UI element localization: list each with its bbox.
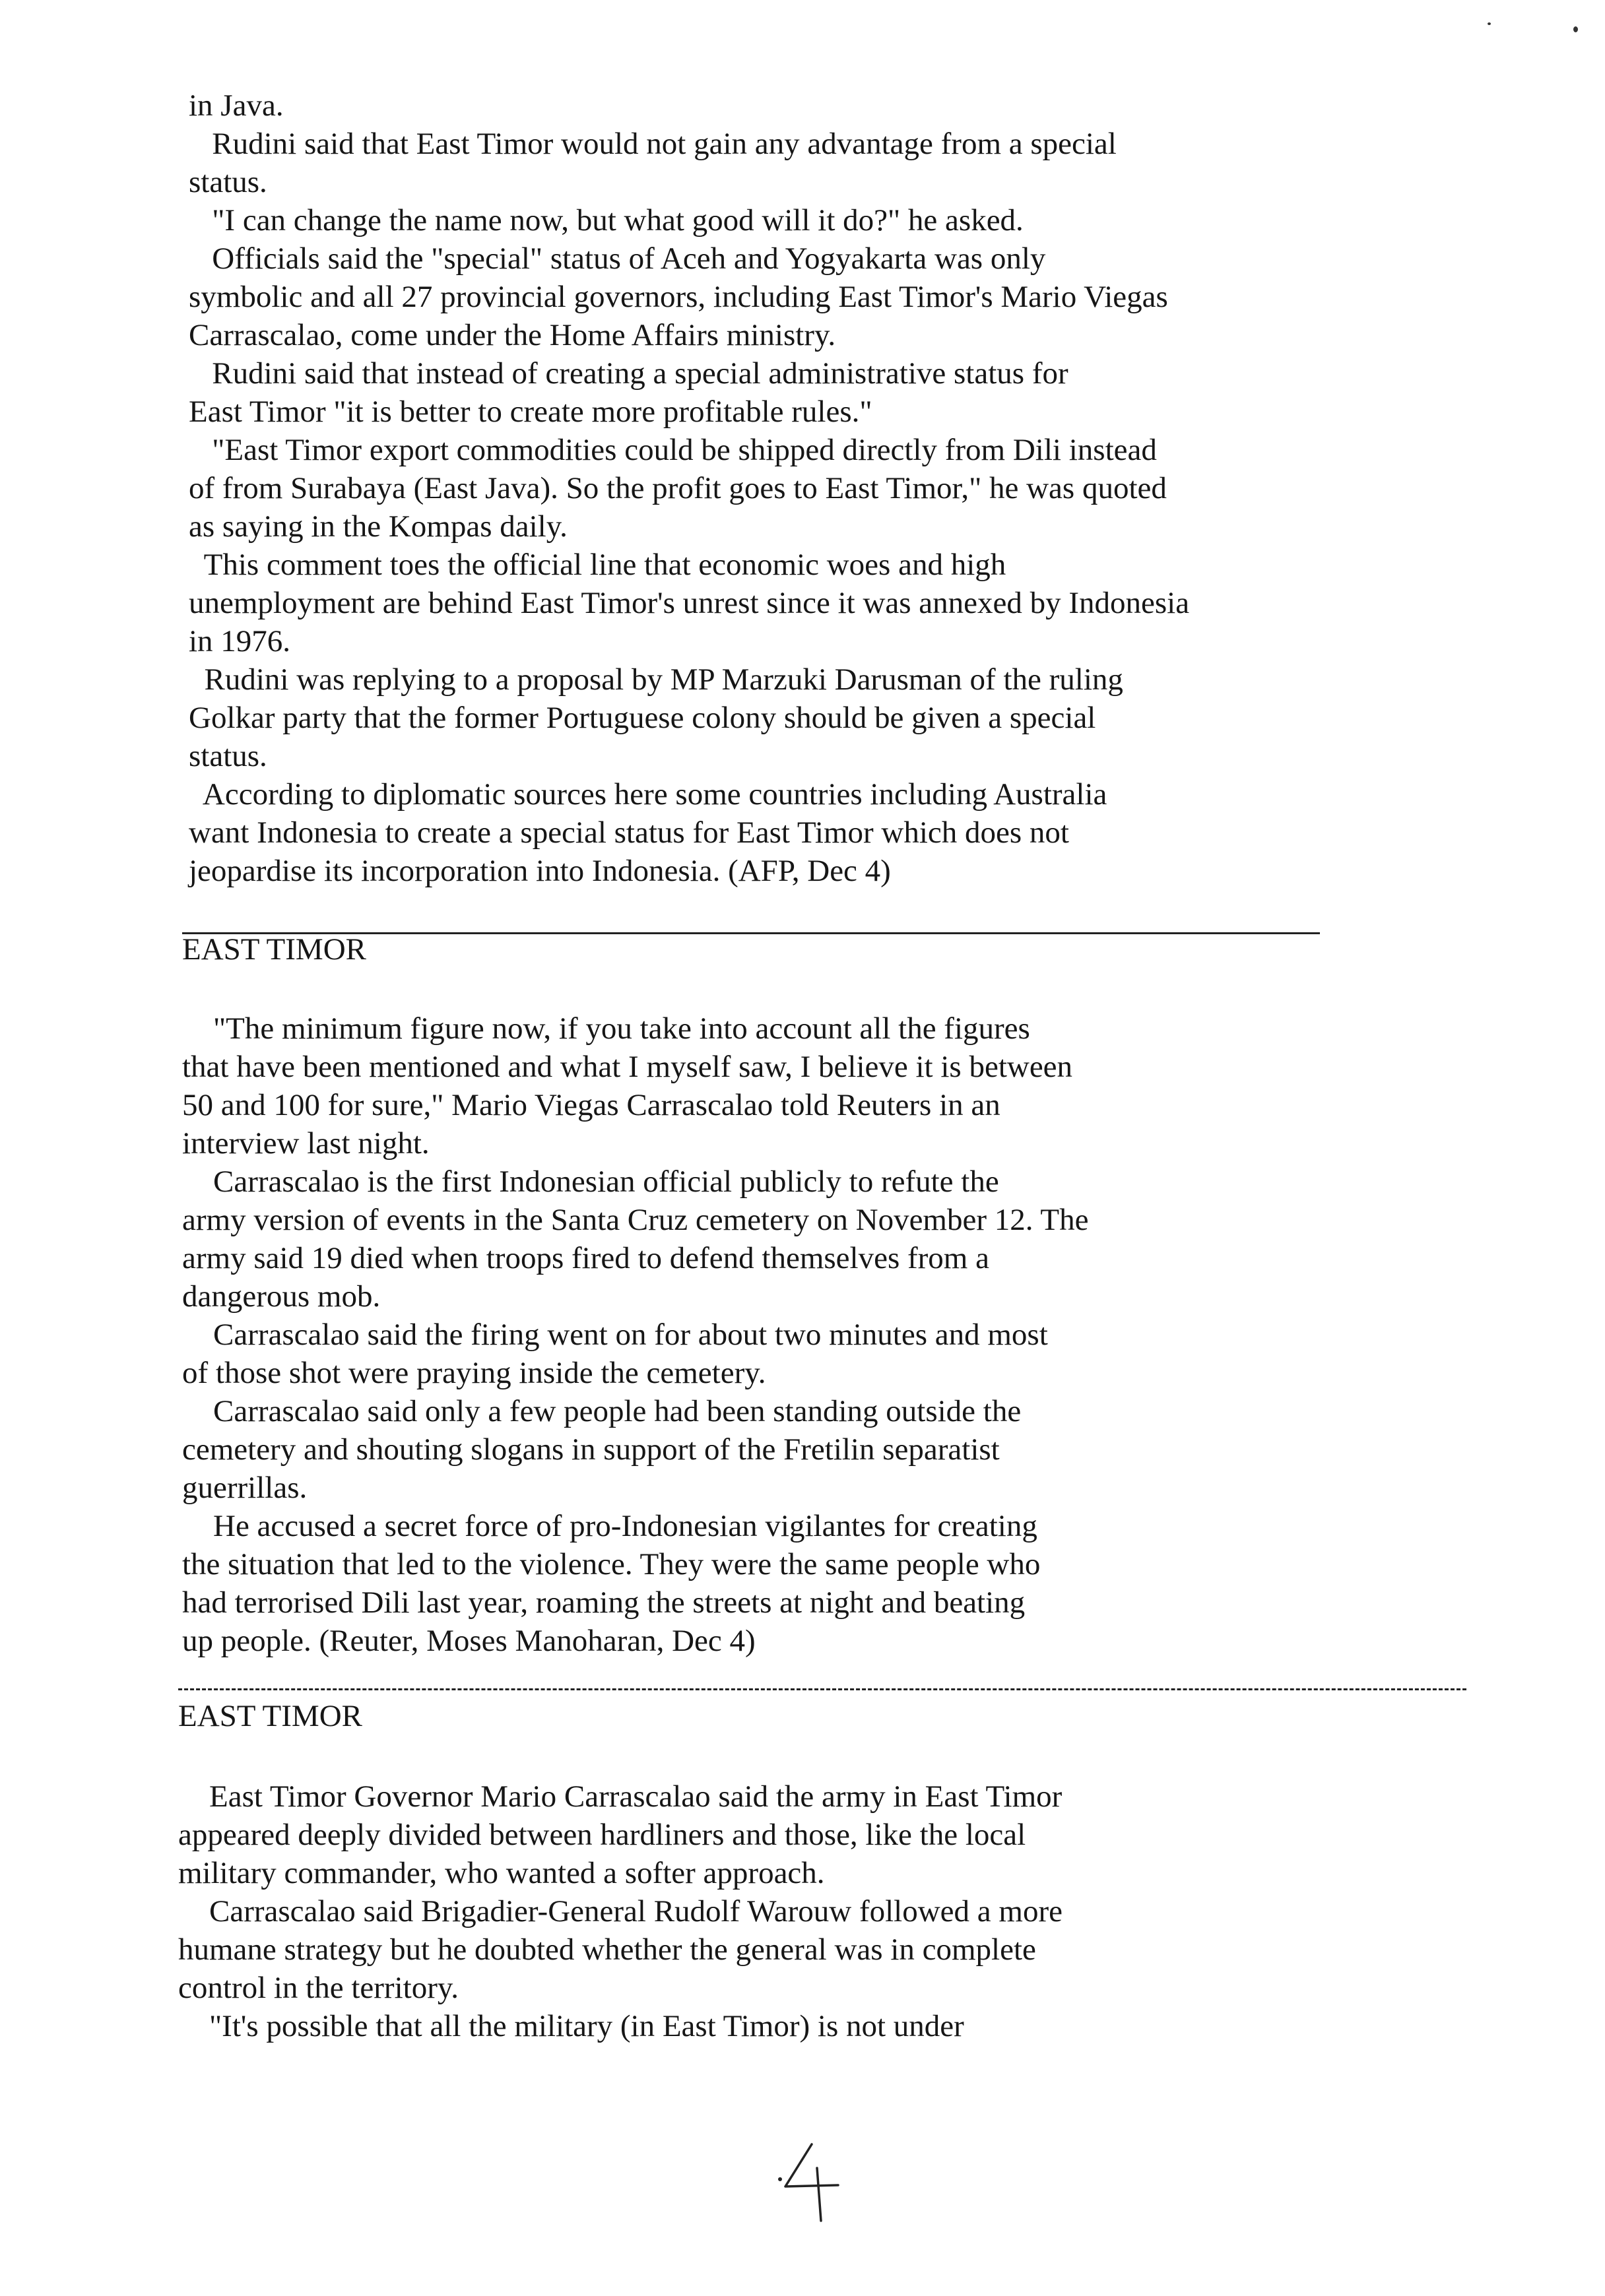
text-line: army said 19 died when troops fired to defend themselves from a bbox=[182, 1241, 989, 1275]
text-line: guerrillas. bbox=[182, 1471, 308, 1505]
text-line: East Timor Governor Mario Carrascalao said the army in East Timor bbox=[178, 1779, 1063, 1814]
text-line: unemployment are behind East Timor's unrest since it was annexed by Indonesia bbox=[189, 586, 1190, 620]
text-line: East Timor "it is better to create more profitable rules." bbox=[189, 395, 872, 429]
text-line: of from Surabaya (East Java). So the profit goes to East Timor," he was quoted bbox=[189, 471, 1167, 505]
page-number bbox=[771, 2138, 850, 2223]
text-line: Carrascalao said only a few people had been standing outside the bbox=[182, 1394, 1022, 1428]
scan-speck bbox=[1573, 26, 1578, 32]
text-line: cemetery and shouting slogans in support of the Fretilin separatist bbox=[182, 1432, 1000, 1467]
text-line: "It's possible that all the military (in East Timor) is not under bbox=[178, 2009, 964, 2043]
text-line: interview last night. bbox=[182, 1126, 430, 1161]
text-line: Officials said the "special" status of Aceh and Yogyakarta was only bbox=[189, 241, 1046, 276]
section-heading: EAST TIMOR bbox=[182, 932, 366, 967]
text-line: He accused a secret force of pro-Indonesian vigilantes for creating bbox=[182, 1509, 1037, 1543]
text-line: status. bbox=[189, 739, 267, 773]
text-line: up people. (Reuter, Moses Manoharan, Dec 4) bbox=[182, 1624, 756, 1658]
text-line: Carrascalao said the firing went on for about two minutes and most bbox=[182, 1318, 1048, 1352]
text-line: in Java. bbox=[189, 88, 284, 123]
text-line: Rudini said that East Timor would not gain any advantage from a special bbox=[189, 127, 1117, 161]
section-heading: EAST TIMOR bbox=[178, 1699, 362, 1733]
text-line: "I can change the name now, but what good will it do?" he asked. bbox=[189, 203, 1024, 238]
text-line: had terrorised Dili last year, roaming the streets at night and beating bbox=[182, 1585, 1026, 1620]
text-line: of those shot were praying inside the cemetery. bbox=[182, 1356, 766, 1390]
text-line: Golkar party that the former Portuguese colony should be given a special bbox=[189, 701, 1096, 735]
text-line: want Indonesia to create a special status for East Timor which does not bbox=[189, 815, 1069, 850]
article-body bbox=[178, 1777, 1063, 2045]
text-line: "East Timor export commodities could be shipped directly from Dili instead bbox=[189, 433, 1157, 467]
article-body bbox=[182, 1009, 1088, 1660]
section-divider-dashed bbox=[178, 1688, 1466, 1690]
text-line: Carrascalao said Brigadier-General Rudolf Warouw followed a more bbox=[178, 1894, 1063, 1929]
article-continuation bbox=[189, 86, 1189, 890]
text-line: as saying in the Kompas daily. bbox=[189, 509, 568, 544]
text-line: appeared deeply divided between hardliners and those, like the local bbox=[178, 1818, 1026, 1852]
text-line: that have been mentioned and what I myself saw, I believe it is between bbox=[182, 1050, 1073, 1084]
text-line: dangerous mob. bbox=[182, 1279, 381, 1314]
text-line: control in the territory. bbox=[178, 1971, 459, 2005]
handwritten-page-number-graphic bbox=[771, 2138, 850, 2223]
text-line: Carrascalao, come under the Home Affairs ministry. bbox=[189, 318, 836, 352]
text-line: According to diplomatic sources here some countries including Australia bbox=[189, 777, 1107, 812]
text-line: This comment toes the official line that economic woes and high bbox=[189, 548, 1006, 582]
text-line: symbolic and all 27 provincial governors, including East Timor's Mario Viegas bbox=[189, 280, 1168, 314]
text-line: Rudini said that instead of creating a special administrative status for bbox=[189, 356, 1068, 391]
text-line: military commander, who wanted a softer approach. bbox=[178, 1856, 825, 1890]
scan-speck bbox=[1488, 22, 1491, 25]
text-line: Rudini was replying to a proposal by MP Marzuki Darusman of the ruling bbox=[189, 662, 1123, 697]
text-line: Carrascalao is the first Indonesian official publicly to refute the bbox=[182, 1164, 999, 1199]
text-line: status. bbox=[189, 165, 267, 199]
text-line: "The minimum figure now, if you take into account all the figures bbox=[182, 1011, 1030, 1046]
text-line: humane strategy but he doubted whether the general was in complete bbox=[178, 1932, 1036, 1967]
text-line: jeopardise its incorporation into Indonesia. (AFP, Dec 4) bbox=[189, 854, 891, 888]
text-line: in 1976. bbox=[189, 624, 291, 658]
text-line: the situation that led to the violence. They were the same people who bbox=[182, 1547, 1041, 1581]
text-line: army version of events in the Santa Cruz cemetery on November 12. The bbox=[182, 1203, 1089, 1237]
text-line: 50 and 100 for sure," Mario Viegas Carrascalao told Reuters in an bbox=[182, 1088, 1000, 1122]
